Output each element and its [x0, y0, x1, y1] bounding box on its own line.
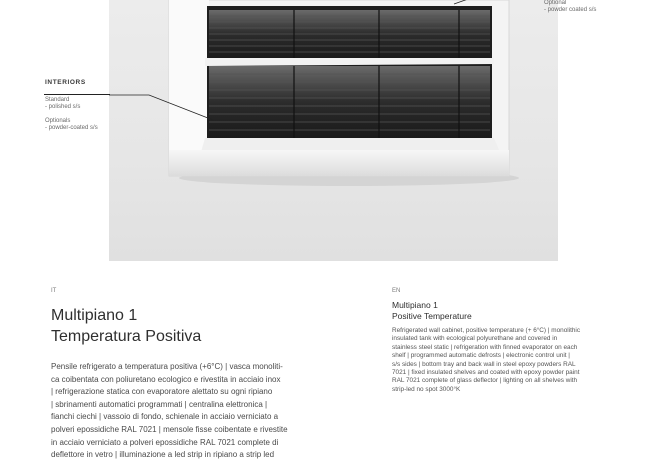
interiors-callout-leader	[44, 94, 110, 95]
english-description	[392, 327, 622, 394]
english-line: Refrigerated wall cabinet, positive temperature (+ 6°C) | monolithic	[392, 327, 581, 334]
interiors-optional-label: Optionals	[45, 118, 71, 124]
cabinet-base	[169, 150, 509, 176]
bottom-tray	[201, 138, 499, 152]
italian-line: deflettore in vetro | illuminazione a led strip in ripiano a strip led	[51, 450, 275, 460]
english-title-line2: Positive Temperature	[392, 311, 472, 321]
top-optional-value: - powder coated s/s	[544, 7, 597, 13]
lang-code-en: EN	[392, 288, 401, 294]
italian-line: fianchi ciechi | vassoio di fondo, schienale in acciaio verniciato a	[51, 412, 279, 422]
italian-line: | sbrinamenti automatici programmati | centralina elettronica |	[51, 399, 268, 409]
english-line: stainless steel static | refrigeration with finned evaporator on each	[392, 343, 578, 351]
italian-line: ca coibentata con poliuretano ecologico e rivestita in acciaio inox	[51, 374, 281, 384]
interiors-standard-label: Standard	[45, 97, 70, 103]
english-line: s/s sides | bottom tray and back wall in steel epoxy powders RAL	[392, 360, 576, 368]
interiors-standard-value: - polished s/s	[45, 104, 81, 110]
italian-description	[51, 361, 351, 462]
italian-title	[51, 305, 201, 347]
italian-line: polveri epossidiche RAL 7021 | mensole fisse coibentate e rivestite	[51, 424, 288, 434]
english-line: shelf | programmed automatic defrosts | electronic control unit |	[392, 352, 570, 360]
english-line: RAL 7021 complete of glass deflector | lighting on all shelves with	[392, 377, 578, 385]
lower-shelf-slats	[209, 66, 490, 138]
english-title	[392, 300, 472, 322]
italian-title-line2: Temperatura Positiva	[51, 328, 202, 345]
cabinet-illustration	[109, 0, 558, 261]
italian-line: Pensile refrigerato a temperatura positiva (+6°C) | vasca monoliti-	[51, 362, 283, 371]
english-line: insulated tank with ecological polyurethane and covered in	[392, 335, 558, 343]
interiors-optional-value: - powder-coated s/s	[45, 125, 98, 131]
product-photo	[109, 0, 558, 261]
english-line: strip-led no spot 3000°K	[392, 385, 461, 393]
english-title-line1: Multipiano 1	[392, 300, 438, 310]
english-line: 7021 | fixed insulated shelves and coated with epoxy powder paint	[392, 369, 580, 377]
italian-line: in acciaio verniciato a polveri epossidiche RAL 7021 complete di	[51, 437, 279, 447]
italian-line: | refrigerazione statica con evaporatore alettato su ogni ripiano	[51, 387, 273, 397]
top-optional-label: Optional	[544, 0, 567, 6]
interiors-title: INTERIORS	[45, 79, 86, 86]
italian-title-line1: Multipiano 1	[51, 307, 138, 324]
upper-shelf-slats	[209, 10, 490, 58]
lang-code-it: IT	[51, 288, 57, 294]
